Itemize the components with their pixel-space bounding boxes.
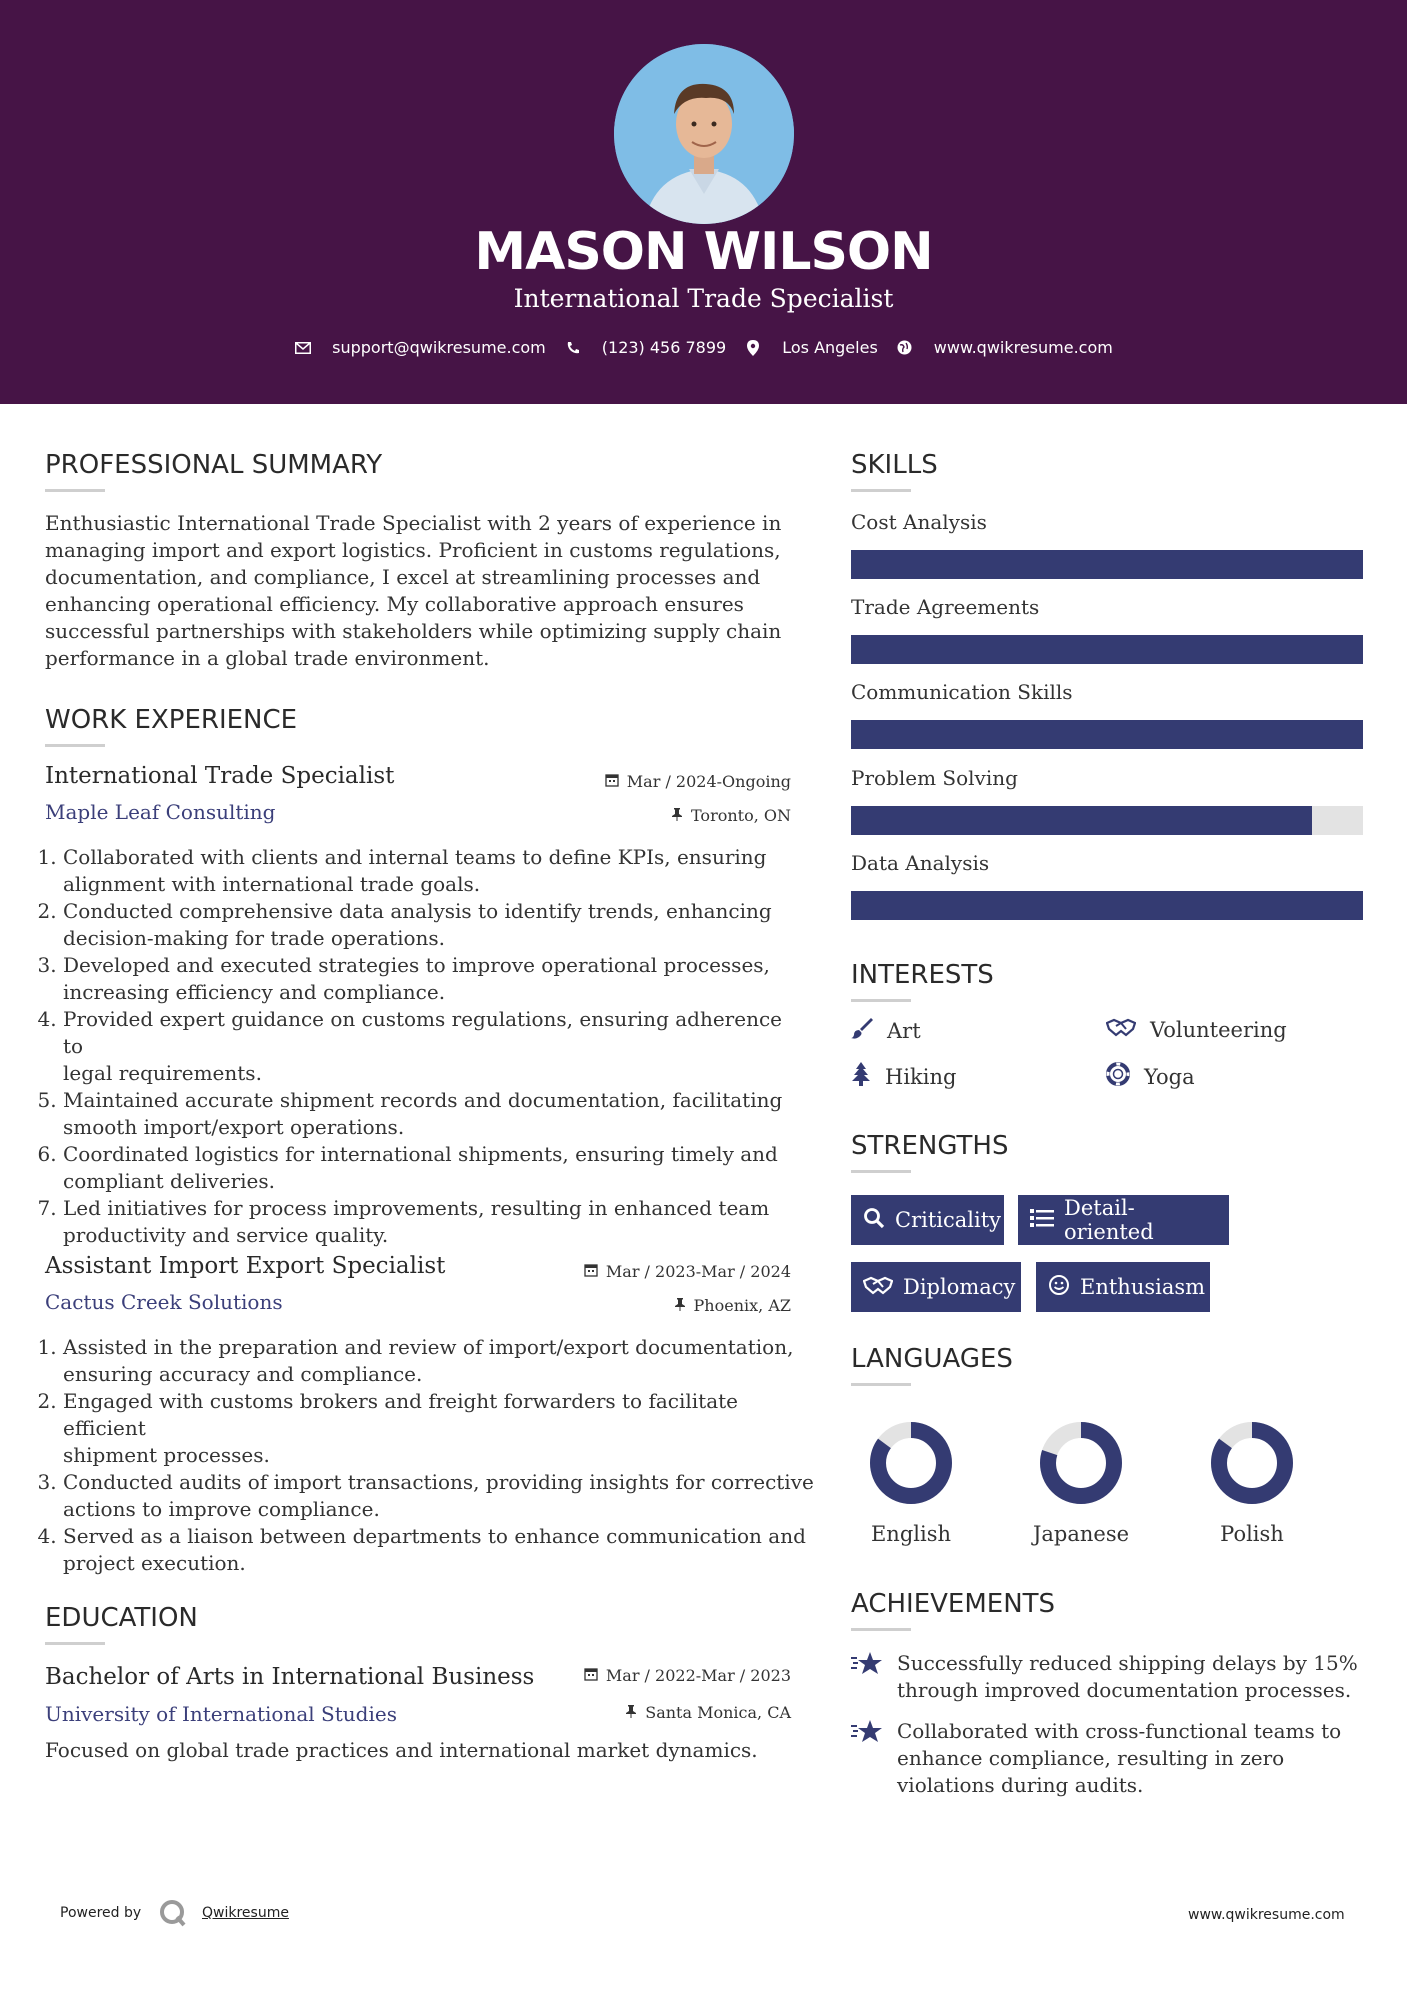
contact-location [744,338,878,357]
interest-item [851,1017,921,1044]
education-location-text: Santa Monica, CA [645,1703,791,1722]
interest-label: Yoga [1144,1064,1195,1089]
list-item: 1. Assisted in the preparation and review of import/export documentation, ensuring accuracy and compliance. [63,1334,823,1388]
skill-bar [851,720,1363,749]
pushpin-icon [671,806,683,825]
strength-tag [851,1262,1021,1312]
star-icon [851,1650,883,1704]
interest-label: Hiking [885,1064,957,1089]
interest-label: Volunteering [1150,1017,1287,1042]
summary-line: Enthusiastic International Trade Specialist with 2 years of experience in [45,511,782,535]
education-dates [520,1666,791,1685]
paintbrush-icon [851,1017,873,1044]
contact-email-text: support@qwikresume.com [332,338,546,357]
footer-url[interactable]: www.qwikresume.com [1188,1907,1345,1923]
skill-label: Cost Analysis [851,510,987,534]
list-icon [1030,1208,1054,1233]
calendar-icon [605,772,619,791]
summary-rule [45,489,105,492]
skill-bar-fill [851,806,1312,835]
calendar-icon [584,1262,598,1281]
education-description: Focused on global trade practices and international market dynamics. [45,1738,758,1762]
map-pin-icon [744,339,762,357]
summary-line: successful partnerships with stakeholders while optimizing supply chain [45,619,782,643]
language-item [851,1418,971,1546]
interest-label: Art [887,1018,921,1043]
achievement-line: violations during audits. [897,1773,1144,1797]
strength-label: Diplomacy [903,1275,1016,1299]
interest-item [851,1062,956,1091]
job-location-text: Toronto, ON [691,806,791,825]
job-title: Assistant Import Export Specialist [45,1253,446,1279]
pushpin-icon [625,1703,637,1722]
experience-rule [45,744,105,747]
contact-bar [0,338,1407,357]
list-item: 2. Engaged with customs brokers and freight forwarders to facilitate efficient shipment processes. [63,1388,823,1469]
achievement-item [851,1650,1358,1704]
skills-rule [851,489,911,492]
lifebuoy-icon [1106,1062,1130,1091]
star-icon [851,1718,883,1799]
handshake-icon [863,1275,893,1300]
list-item: 2. Conducted comprehensive data analysis to identify trends, enhancing decision-making for trade operations. [63,898,803,952]
skill-bar-fill [851,720,1363,749]
contact-email[interactable] [294,338,546,357]
achievement-line: Successfully reduced shipping delays by 15% [897,1651,1358,1675]
job-dates [520,1262,791,1281]
summary-line: documentation, and compliance, I excel at streamlining processes and [45,565,761,589]
job-dates [520,772,791,791]
summary-heading: PROFESSIONAL SUMMARY [45,450,383,480]
skills-heading: SKILLS [851,450,938,480]
globe-icon [896,339,914,357]
education-rule [45,1642,105,1645]
language-donut [1207,1418,1297,1508]
phone-icon [564,339,582,357]
candidate-title: International Trade Specialist [513,284,894,313]
tree-icon [851,1062,871,1091]
skill-bar-fill [851,891,1363,920]
resume-header [0,0,1407,404]
contact-phone[interactable] [564,338,726,357]
language-item [1021,1418,1141,1546]
powered-by-label: Powered by [60,1905,142,1921]
handshake-icon [1106,1017,1136,1042]
job-duties-list [45,1334,823,1577]
job-location-text: Phoenix, AZ [693,1296,791,1315]
achievements-heading: ACHIEVEMENTS [851,1589,1056,1619]
summary-line: performance in a global trade environment. [45,646,490,670]
smile-icon [1048,1274,1070,1301]
education-location [520,1703,791,1722]
contact-location-text: Los Angeles [782,338,878,357]
languages-heading: LANGUAGES [851,1344,1013,1374]
experience-heading: WORK EXPERIENCE [45,705,298,735]
skill-bar [851,806,1363,835]
strength-tag [1018,1195,1229,1245]
interest-item [1106,1017,1287,1042]
interests-rule [851,999,911,1002]
profile-photo [614,44,794,224]
job-title: International Trade Specialist [45,763,395,789]
skill-label: Communication Skills [851,680,1073,704]
language-item [1192,1418,1312,1546]
skill-bar [851,891,1363,920]
strengths-heading: STRENGTHS [851,1131,1009,1161]
contact-website-text: www.qwikresume.com [933,338,1113,357]
education-dates-text: Mar / 2022-Mar / 2023 [605,1666,791,1685]
achievement-line: Collaborated with cross-functional teams to [897,1719,1342,1743]
job-company: Cactus Creek Solutions [45,1290,283,1314]
list-item: 1. Collaborated with clients and internal teams to define KPIs, ensuring alignment with international trade goals. [63,844,803,898]
skill-bar-fill [851,635,1363,664]
skill-label: Data Analysis [851,851,990,875]
strength-label: Enthusiasm [1080,1275,1206,1299]
achievement-item [851,1718,1341,1799]
skill-bar [851,550,1363,579]
strength-tag [1036,1262,1210,1312]
interests-heading: INTERESTS [851,960,994,990]
brand-link[interactable]: Qwikresume [202,1905,289,1921]
skill-label: Problem Solving [851,766,1018,790]
education-degree: Bachelor of Arts in International Business [45,1664,535,1690]
candidate-name: MASON WILSON [474,222,933,282]
skill-bar [851,635,1363,664]
skill-bar-fill [851,550,1363,579]
strengths-rule [851,1170,911,1173]
language-label: Japanese [1032,1522,1130,1546]
languages-rule [851,1383,911,1386]
education-school: University of International Studies [45,1702,397,1726]
language-label: English [870,1522,952,1546]
job-dates-text: Mar / 2023-Mar / 2024 [605,1262,791,1281]
list-item: 7. Led initiatives for process improvements, resulting in enhanced team productivity and service quality. [63,1195,803,1249]
contact-phone-text: (123) 456 7899 [601,338,727,357]
interest-item [1106,1062,1195,1091]
pushpin-icon [674,1296,686,1315]
job-company: Maple Leaf Consulting [45,800,276,824]
search-icon [863,1207,885,1234]
list-item: 5. Maintained accurate shipment records and documentation, facilitating smooth import/export operations. [63,1087,803,1141]
summary-text [45,510,785,672]
job-duties-list [45,844,803,1249]
job-dates-text: Mar / 2024-Ongoing [626,772,791,791]
language-donut [1036,1418,1126,1508]
education-heading: EDUCATION [45,1603,198,1633]
achievement-line: through improved documentation processes. [897,1678,1352,1702]
job-location [520,1296,791,1315]
language-donut [866,1418,956,1508]
strength-tag [851,1195,1004,1245]
contact-website[interactable] [896,338,1113,357]
language-label: Polish [1220,1522,1284,1546]
list-item: 4. Provided expert guidance on customs regulations, ensuring adherence to legal requirements. [63,1006,803,1087]
strength-label: Detail-oriented [1064,1196,1154,1244]
envelope-icon [294,339,312,357]
list-item: 6. Coordinated logistics for international shipments, ensuring timely and compliant deliveries. [63,1141,803,1195]
list-item: 4. Served as a liaison between departments to enhance communication and project execution. [63,1523,823,1577]
list-item: 3. Conducted audits of import transactions, providing insights for corrective actions to improve compliance. [63,1469,823,1523]
summary-line: managing import and export logistics. Proficient in customs regulations, [45,538,781,562]
job-location [520,806,791,825]
strength-label: Criticality [895,1208,1001,1232]
achievements-rule [851,1628,911,1631]
qwikresume-logo-icon [158,1898,188,1932]
summary-line: enhancing operational efficiency. My collaborative approach ensures [45,592,744,616]
calendar-icon [584,1666,598,1685]
list-item: 3. Developed and executed strategies to improve operational processes, increasing efficiency and compliance. [63,952,803,1006]
skill-label: Trade Agreements [851,595,1040,619]
achievement-line: enhance compliance, resulting in zero [897,1746,1285,1770]
